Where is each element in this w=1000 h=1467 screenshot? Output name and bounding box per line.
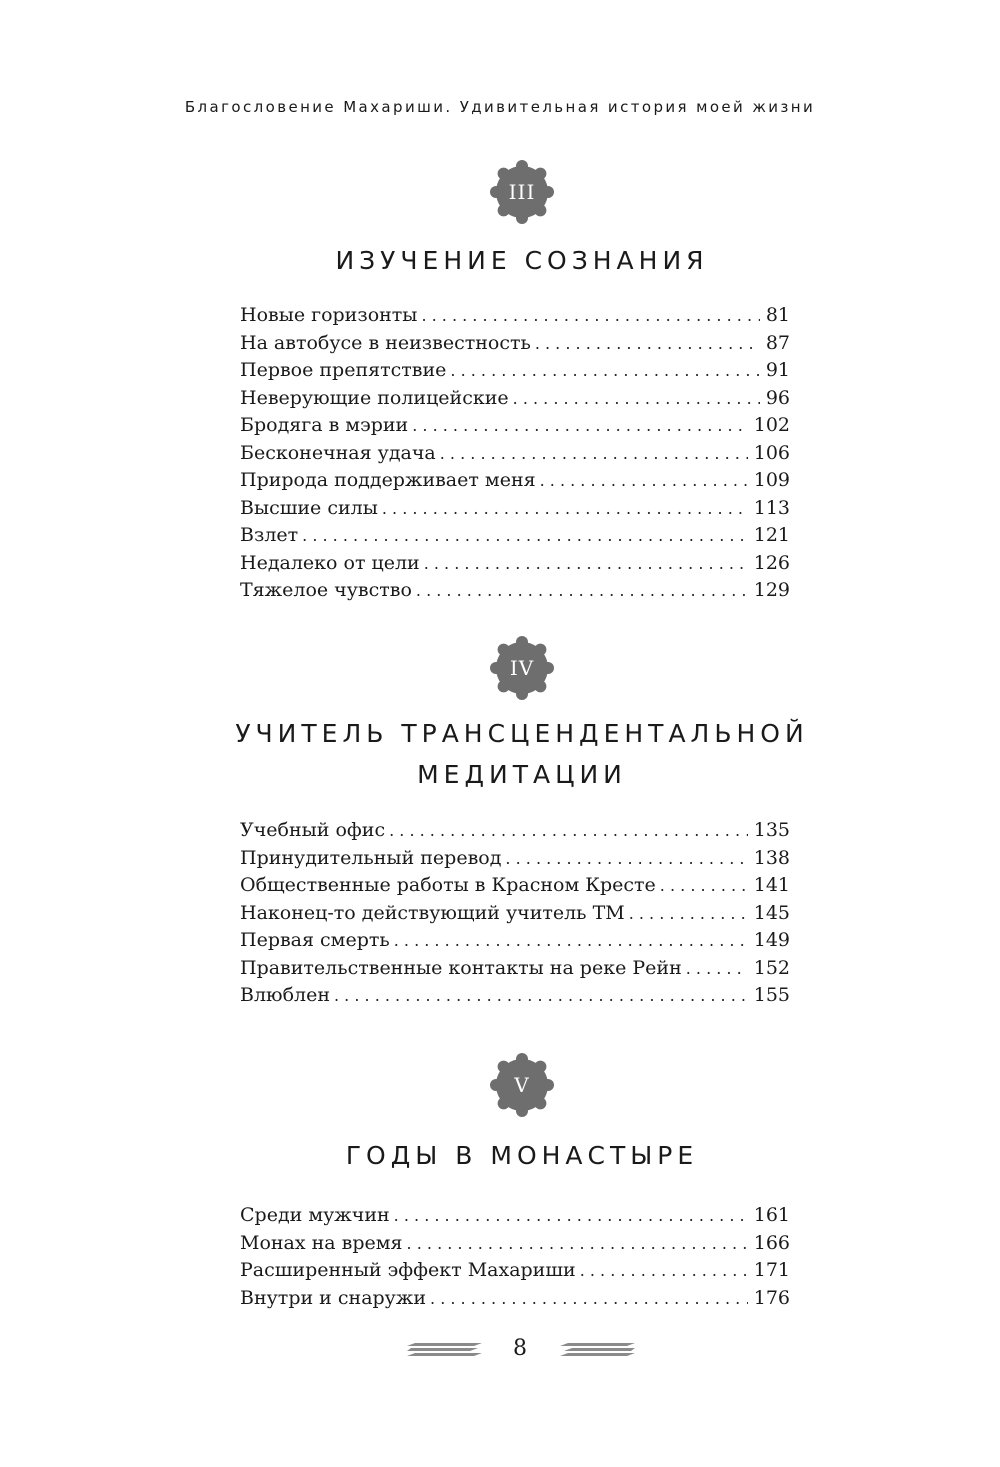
dot-leader: [540, 467, 748, 495]
dot-leader: [412, 412, 748, 440]
toc-entry-page: 126: [753, 551, 790, 574]
toc-entry-page: 155: [753, 984, 790, 1006]
toc-entry[interactable]: [240, 927, 790, 955]
toc-entry[interactable]: [240, 440, 790, 468]
dot-leader: [686, 955, 748, 983]
toc-entry-page: 145: [753, 901, 790, 924]
toc-entry-page: 152: [753, 956, 790, 979]
toc-entry-page: 113: [753, 496, 790, 519]
toc-entry-page: 166: [753, 1231, 790, 1254]
toc-list: [240, 817, 790, 1010]
toc-entry-page: 141: [753, 874, 790, 896]
toc-entry[interactable]: [240, 1202, 790, 1230]
toc-entry[interactable]: [240, 550, 790, 578]
left-ornament-icon: [407, 1342, 482, 1358]
toc-entry[interactable]: [240, 467, 790, 495]
part-numeral-badge: [488, 158, 556, 226]
toc-entry-title: Среди мужчин: [240, 1204, 390, 1226]
toc-entry-title: Расширенный эффект Махариши: [240, 1259, 576, 1281]
part-numeral: IV: [509, 656, 535, 680]
dot-leader: [302, 522, 748, 550]
dot-leader: [440, 440, 748, 468]
toc-entry-title: Наконец-то действующий учитель ТМ: [240, 901, 625, 924]
part-title: [0, 240, 1000, 281]
part-title-line: МЕДИТАЦИИ: [417, 760, 627, 789]
dot-leader: [430, 1285, 748, 1313]
toc-entry-title: Общественные работы в Красном Кресте: [240, 874, 656, 896]
dot-leader: [660, 872, 748, 900]
toc-entry-page: 161: [753, 1204, 790, 1226]
toc-list: [240, 1202, 790, 1312]
toc-entry-page: 129: [753, 579, 790, 601]
dot-leader: [535, 330, 760, 358]
toc-entry-title: Внутри и снаружи: [240, 1286, 427, 1309]
running-head: Благословение Махариши. Удивительная история моей жизни: [184, 98, 816, 116]
dot-leader: [334, 982, 748, 1010]
toc-entry[interactable]: [240, 330, 790, 358]
toc-entry-page: 171: [753, 1259, 790, 1281]
toc-entry[interactable]: [240, 1230, 790, 1258]
toc-entry-page: 138: [753, 846, 790, 869]
part-title-line: ГОДЫ В МОНАСТЫРЕ: [345, 1141, 699, 1170]
toc-entry-title: Влюблен: [240, 984, 330, 1006]
part-numeral: V: [514, 1073, 530, 1097]
toc-entry-title: Взлет: [240, 524, 299, 546]
dot-leader: [416, 577, 748, 605]
part-numeral: III: [508, 180, 536, 204]
toc-entry-page: 96: [765, 386, 790, 409]
toc-entry[interactable]: [240, 1257, 790, 1285]
part-title: [0, 1135, 1000, 1176]
right-ornament-icon: [560, 1342, 635, 1358]
dot-leader: [424, 550, 748, 578]
dot-leader: [450, 357, 759, 385]
toc-entry-title: Новые горизонты: [240, 304, 418, 326]
toc-entry[interactable]: [240, 900, 790, 928]
toc-entry-title: Правительственные контакты на реке Рейн: [240, 956, 682, 979]
dot-leader: [421, 302, 759, 330]
toc-entry-page: 176: [753, 1286, 790, 1309]
toc-entry-page: 149: [753, 929, 790, 951]
dot-leader: [629, 900, 748, 928]
toc-entry[interactable]: [240, 817, 790, 845]
toc-entry-page: 87: [765, 331, 790, 354]
toc-entry-title: Недалеко от цели: [240, 551, 420, 574]
page-number: 8: [513, 1336, 527, 1361]
toc-entry[interactable]: [240, 357, 790, 385]
toc-entry-title: Принудительный перевод: [240, 846, 502, 869]
toc-entry-title: Первая смерть: [240, 929, 390, 951]
toc-entry[interactable]: [240, 955, 790, 983]
part-numeral-badge: [488, 634, 556, 702]
toc-entry-title: Учебный офис: [240, 819, 386, 841]
toc-entry[interactable]: [240, 577, 790, 605]
toc-entry-title: На автобусе в неизвестность: [240, 331, 531, 354]
toc-entry-title: Высшие силы: [240, 496, 378, 519]
toc-entry-page: 81: [765, 304, 790, 326]
toc-entry[interactable]: [240, 412, 790, 440]
toc-entry-title: Бесконечная удача: [240, 441, 436, 464]
toc-entry[interactable]: [240, 495, 790, 523]
toc-entry[interactable]: [240, 845, 790, 873]
toc-entry-page: 106: [753, 441, 790, 464]
toc-entry-title: Природа поддерживает меня: [240, 469, 536, 491]
toc-entry[interactable]: [240, 982, 790, 1010]
part-numeral-badge: [488, 1051, 556, 1119]
part-title-line: УЧИТЕЛЬ ТРАНСЦЕНДЕНТАЛЬНОЙ: [235, 719, 809, 748]
dot-leader: [382, 495, 748, 523]
toc-entry[interactable]: [240, 872, 790, 900]
part-title: [0, 713, 1000, 795]
dot-leader: [407, 1230, 748, 1258]
dot-leader: [394, 1202, 748, 1230]
toc-entry-title: Первое препятствие: [240, 359, 447, 381]
part-title-line: ИЗУЧЕНИЕ СОЗНАНИЯ: [335, 246, 709, 275]
page-footer: [0, 1330, 1000, 1370]
toc-entry-title: Бродяга в мэрии: [240, 414, 409, 436]
toc-entry-page: 109: [753, 469, 790, 491]
toc-list: [240, 302, 790, 605]
dot-leader: [389, 817, 748, 845]
dot-leader: [513, 385, 760, 413]
dot-leader: [580, 1257, 748, 1285]
toc-entry[interactable]: [240, 1285, 790, 1313]
dot-leader: [505, 845, 747, 873]
toc-entry-page: 135: [753, 819, 790, 841]
toc-entry[interactable]: [240, 385, 790, 413]
toc-entry[interactable]: [240, 522, 790, 550]
toc-entry-title: Тяжелое чувство: [240, 579, 412, 601]
dot-leader: [394, 927, 748, 955]
toc-entry-title: Неверующие полицейские: [240, 386, 509, 409]
toc-entry-page: 102: [753, 414, 790, 436]
toc-entry-page: 91: [765, 359, 790, 381]
toc-entry-page: 121: [753, 524, 790, 546]
toc-entry[interactable]: [240, 302, 790, 330]
toc-entry-title: Монах на время: [240, 1231, 403, 1254]
